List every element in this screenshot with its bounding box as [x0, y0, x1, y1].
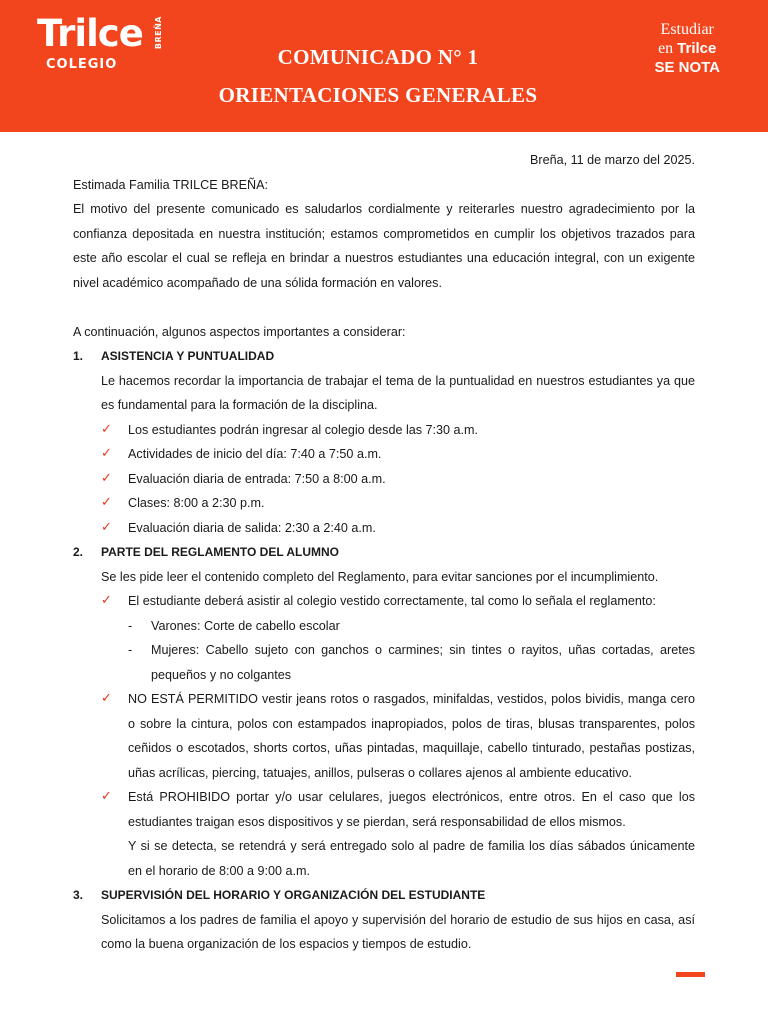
document-body	[73, 148, 695, 957]
list-item-note: Y si se detecta, se retendrá y será entregado solo al padre de familia los días sábados únicamente en el horario de 8:00 a 9:00 a.m.	[128, 839, 695, 878]
check-icon: ✓	[101, 446, 112, 461]
sub-list-item: - Varones: Corte de cabello escolar	[128, 614, 695, 639]
list-item: ✓ Los estudiantes podrán ingresar al colegio desde las 7:30 a.m.	[101, 418, 695, 443]
section-2-heading	[73, 540, 695, 565]
list-item: ✓ El estudiante deberá asistir al colegio vestido correctamente, tal como lo señala el reglamento:	[101, 589, 695, 614]
list-item: ✓ Evaluación diaria de salida: 2:30 a 2:40 a.m.	[101, 516, 695, 541]
logo-wordmark: Trilce	[37, 12, 143, 55]
section-title: SUPERVISIÓN DEL HORARIO Y ORGANIZACIÓN DEL ESTUDIANTE	[101, 888, 486, 902]
slogan-emphasis: SE NOTA	[654, 59, 720, 76]
slogan-line-3	[654, 58, 720, 77]
check-icon: ✓	[101, 421, 112, 437]
document-title: COMUNICADO N° 1	[277, 45, 479, 69]
list-item	[101, 785, 695, 883]
slogan-line-1: Estudiar	[660, 21, 714, 38]
section-3-heading	[73, 883, 695, 908]
section-number: 1.	[73, 349, 84, 363]
dash-bullet: -	[128, 643, 133, 657]
slogan	[654, 20, 720, 77]
section-title: ASISTENCIA Y PUNTUALIDAD	[101, 349, 275, 363]
sub-list-item: - Mujeres: Cabello sujeto con ganchos o carmines; sin tintes o rayitos, uñas cortadas, aretes pequeños y no colgantes	[128, 638, 695, 687]
list-item: ✓ NO ESTÁ PERMITIDO vestir jeans rotos o rasgados, minifaldas, vestidos, polos bividis, manga cero o sobre la cintura, polos con estampados inapropiados, polos de tiras, blusas transparentes, polos ceñidos o escotados, shorts cortos, uñas pintadas, maquillaje, cabello tinturado, pestañas postizas, uñas acrílicas, piercing, tatuajes, anillos, pulseras o collares ajenos al ambiente educativo.	[101, 687, 695, 785]
logo-campus-label: BREÑA	[154, 16, 163, 50]
check-icon: ✓	[101, 691, 112, 706]
section-1-text: Le hacemos recordar la importancia de trabajar el tema de la puntualidad en nuestros estudiantes ya que es fundamental para la formación de la disciplina.	[101, 373, 695, 412]
header-banner	[0, 0, 768, 132]
list-item: ✓ Evaluación diaria de entrada: 7:50 a 8:00 a.m.	[101, 467, 695, 492]
check-icon: ✓	[101, 789, 112, 804]
list-item-text: Está PROHIBIDO portar y/o usar celulares, juegos electrónicos, entre otros. En el caso que los estudiantes traigan esos dispositivos y se pierdan, será responsabilidad de ellos mismos.	[128, 790, 695, 829]
list-item: ✓ Clases: 8:00 a 2:30 p.m.	[101, 491, 695, 516]
trilce-logo	[37, 14, 143, 72]
section-2-text: Se les pide leer el contenido completo del Reglamento, para evitar sanciones por el incumplimiento.	[101, 569, 659, 584]
list-item: ✓ Actividades de inicio del día: 7:40 a 7:50 a.m.	[101, 442, 695, 467]
check-icon: ✓	[101, 519, 112, 535]
slogan-brand: Trilce	[677, 40, 717, 57]
section-1-heading	[73, 344, 695, 369]
slogan-line-2	[654, 39, 720, 58]
section-number: 2.	[73, 545, 84, 559]
footer-accent-bar	[676, 972, 705, 977]
document-date: Breña, 11 de marzo del 2025.	[530, 153, 695, 167]
greeting: Estimada Familia TRILCE BREÑA:	[73, 177, 269, 192]
document-subtitle: ORIENTACIONES GENERALES	[218, 83, 538, 107]
check-icon: ✓	[101, 593, 112, 608]
logo-subtitle: COLEGIO	[46, 57, 118, 72]
intro-paragraph: El motivo del presente comunicado es saludarlos cordialmente y reiterarles nuestro agradecimiento por la confianza depositada en nuestra institución; estamos comprometidos en cumplir los objetivos trazados para este año escolar el cual se refleja en brindar a nuestros estudiantes una educación integral, con un exigente nivel académico acompañado de una sólida formación en valores.	[73, 202, 695, 290]
dash-bullet: -	[128, 618, 133, 633]
section-number: 3.	[73, 888, 84, 902]
section-3-text: Solicitamos a los padres de familia el apoyo y supervisión del horario de estudio de sus hijos en casa, así como la buena organización de los espacios y tiempos de estudio.	[101, 912, 695, 951]
slogan-prefix: en	[658, 40, 678, 57]
section-title: PARTE DEL REGLAMENTO DEL ALUMNO	[101, 545, 340, 559]
check-icon: ✓	[101, 495, 112, 510]
lead-text: A continuación, algunos aspectos importantes a considerar:	[73, 324, 406, 339]
check-icon: ✓	[101, 470, 112, 486]
